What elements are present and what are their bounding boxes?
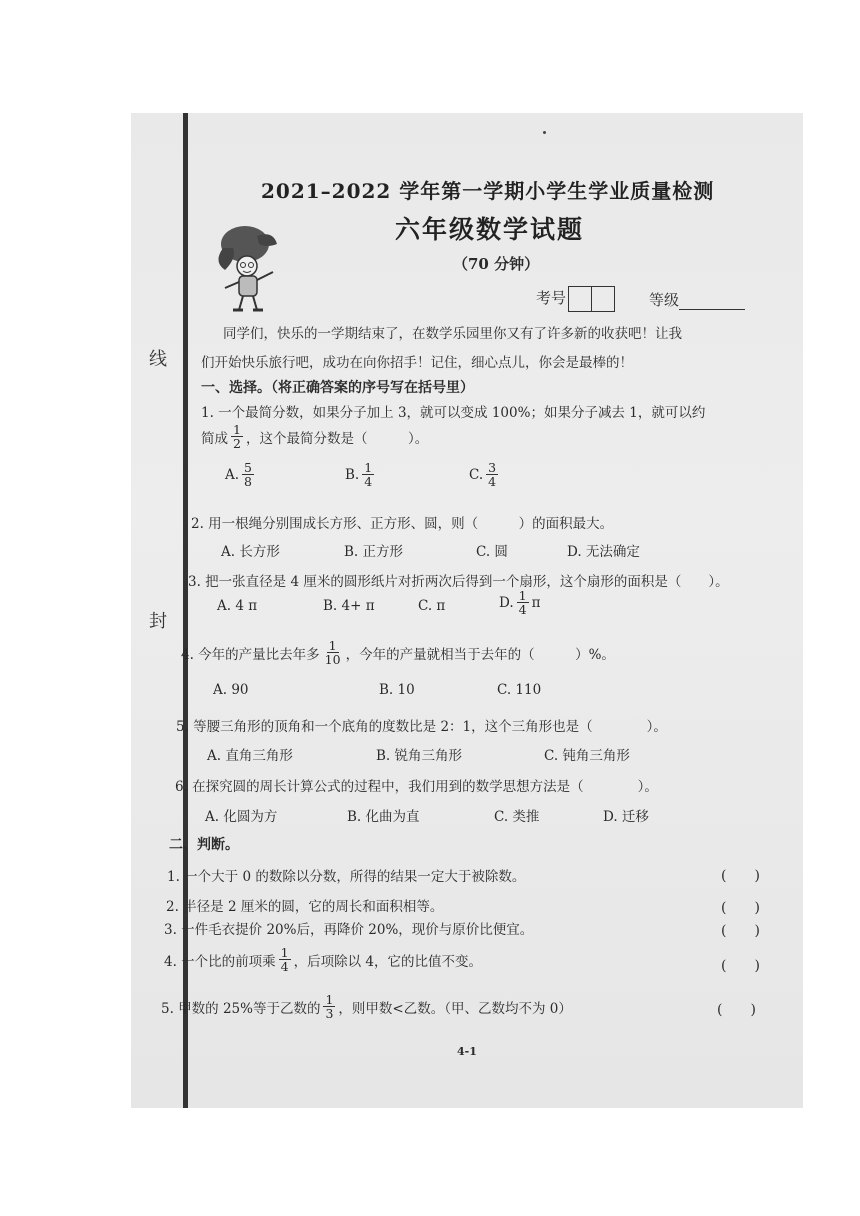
judge-5-pre: 5. 甲数的 25%等于乙数的 [161,1000,321,1017]
q1-text-pre: 简成 [201,430,228,447]
q1-frac-den: 2 [233,436,241,452]
q4-text-pre: 4. 今年的产量比去年多 [181,646,320,663]
q1-option-b [345,461,377,488]
q3-opt-d-den: 4 [518,602,527,618]
exam-duration: （70 分钟） [453,255,540,273]
q1-fraction [231,423,243,450]
section-2-heading: 二、判断。 [169,837,239,853]
q1-opt-c-frac [486,461,498,488]
judge-answer-3[interactable]: ( ) [721,923,760,939]
judge-answer-5[interactable]: ( ) [717,1002,756,1018]
exam-number-box-2[interactable] [591,286,615,312]
exam-number-field [536,286,615,312]
q3-opt-d-label: D. [499,594,514,611]
judge-item-4 [164,946,482,973]
q3-option-d [499,589,540,616]
binding-word-line: 线 [149,349,167,370]
q3-option-c: C. π [418,598,446,614]
q1-opt-b-label: B. [345,466,360,483]
q3-option-b: B. 4+ π [323,598,375,614]
q4-option-b: B. 10 [379,682,415,698]
judge-item-2: 2. 半径是 2 厘米的圆，它的周长和面积相等。 [166,899,444,915]
q5-option-b: B. 锐角三角形 [376,748,463,764]
q2-option-a: A. 长方形 [221,544,280,560]
judge-5-num: 1 [325,992,334,1007]
grade-blank[interactable] [679,295,745,310]
binding-word-seal: 封 [149,611,167,632]
q4-text-post: ，今年的产量就相当于去年的（ ）%。 [345,646,615,663]
q2-option-d: D. 无法确定 [567,544,640,560]
judge-4-post: ，后项除以 4，它的比值不变。 [293,953,483,970]
q1-option-c [469,461,501,488]
judge-5-fraction [323,993,335,1020]
q4-frac-num: 1 [328,638,337,653]
grade-label: 等级 [649,291,680,309]
judge-answer-4[interactable]: ( ) [721,958,760,974]
judge-4-fraction [279,946,291,973]
judge-item-3: 3. 一件毛衣提价 20%后，再降价 20%，现价与原价比便宜。 [164,922,534,938]
q6-option-b: B. 化曲为直 [347,809,420,825]
q3-opt-d-num: 1 [518,588,527,603]
judge-item-1: 1. 一个大于 0 的数除以分数，所得的结果一定大于被除数。 [167,869,526,885]
q1-line-1: 1. 一个最简分数，如果分子加上 3，就可以变成 100%；如果分子减去 1，就可以约 [201,405,706,421]
q4-fraction [323,639,343,666]
q1-option-a [225,461,257,488]
q4-option-a: A. 90 [213,682,249,698]
q1-opt-a-num: 5 [244,460,252,475]
q4-text [181,639,615,666]
exam-paper [131,113,803,1108]
exam-title: 2021–2022 学年第一学期小学生学业质量检测 [261,179,715,203]
q4-frac-den: 10 [324,652,341,668]
q6-text: 6. 在探究圆的周长计算公式的过程中，我们用到的数学思想方法是（ ）。 [175,779,658,795]
judge-4-pre: 4. 一个比的前项乘 [164,953,276,970]
q5-option-c: C. 钝角三角形 [544,748,630,764]
q3-option-a: A. 4 π [217,598,258,614]
q1-opt-b-den: 4 [364,474,373,490]
q3-opt-d-pi: π [531,594,541,611]
speck [543,131,546,134]
q3-opt-d-frac [517,589,529,616]
q1-text-post: ，这个最简分数是（ ）。 [245,430,429,447]
q1-frac-num: 1 [233,422,241,437]
q4-option-c: C. 110 [497,682,542,698]
intro-line-2: 们开始快乐旅行吧，成功在向你招手！记住，细心点儿，你会是最棒的！ [201,355,633,371]
exam-subtitle: 六年级数学试题 [395,215,585,244]
judge-5-post: ，则甲数<乙数。（甲、乙数均不为 0） [338,1000,572,1017]
q1-opt-a-den: 8 [244,474,252,490]
judge-4-num: 1 [280,945,289,960]
q2-option-c: C. 圆 [476,544,508,560]
judge-answer-1[interactable]: ( ) [721,868,760,884]
q1-opt-a-label: A. [225,466,240,483]
q1-opt-c-num: 3 [488,460,497,475]
q2-text: 2. 用一根绳分别围成长方形、正方形、圆，则（ ）的面积最大。 [191,516,614,532]
judge-item-5 [161,993,572,1020]
q6-option-d: D. 迁移 [603,809,649,825]
q6-option-a: A. 化圆为方 [205,809,278,825]
q1-opt-b-num: 1 [364,460,373,475]
q5-option-a: A. 直角三角形 [207,748,293,764]
grade-field [649,289,745,310]
q1-line-2 [201,423,428,450]
q1-opt-c-den: 4 [488,474,497,490]
q1-opt-c-label: C. [469,466,484,483]
intro-line-1: 同学们，快乐的一学期结束了，在数学乐园里你又有了许多新的收获吧！让我 [223,326,682,342]
q1-opt-a-frac [242,461,254,488]
judge-4-den: 4 [280,959,289,975]
page-number: 4-1 [457,1045,477,1058]
q3-text: 3. 把一张直径是 4 厘米的圆形纸片对折两次后得到一个扇形，这个扇形的面积是（ ）。 [188,574,729,590]
q1-opt-b-frac [362,461,374,488]
judge-5-den: 3 [325,1006,334,1022]
q6-option-c: C. 类推 [494,809,540,825]
exam-number-box-1[interactable] [568,286,592,312]
section-1-heading: 一、选择。（将正确答案的序号写在括号里） [201,380,474,396]
mascot-illustration [207,218,293,313]
judge-answer-2[interactable]: ( ) [721,900,760,916]
q2-option-b: B. 正方形 [344,544,404,560]
exam-number-label: 考号 [536,289,567,307]
q5-text: 5. 等腰三角形的顶角和一个底角的度数比是 2：1，这个三角形也是（ ）。 [176,719,667,735]
